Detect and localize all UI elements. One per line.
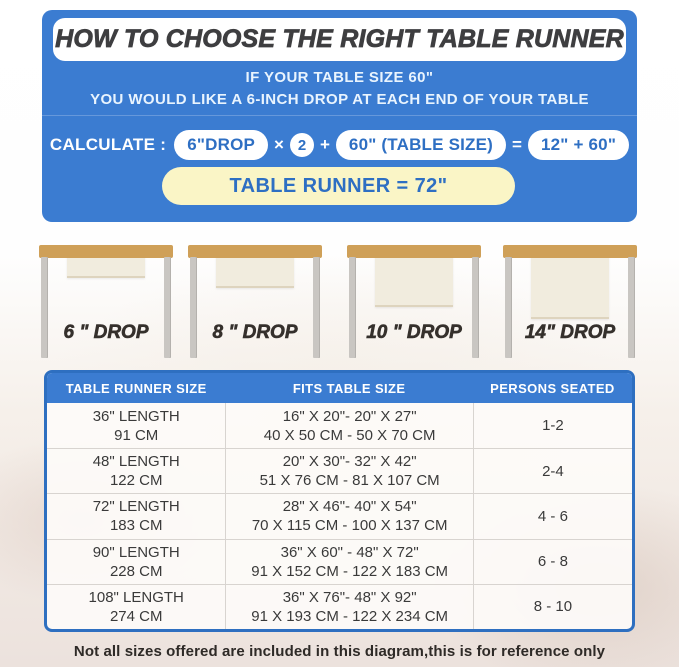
runner-size-cm: 183 CM bbox=[109, 517, 163, 535]
persons-seated-cell bbox=[473, 403, 632, 448]
drop-label: 8 " DROP bbox=[212, 322, 298, 343]
runner-size-cm: 122 CM bbox=[109, 472, 163, 490]
column-header-runner-size: TABLE RUNNER SIZE bbox=[65, 380, 207, 396]
persons-seated: 4 - 6 bbox=[537, 507, 568, 525]
drop-value-pill: 6"DROP bbox=[174, 130, 268, 160]
persons-seated: 6 - 8 bbox=[537, 553, 568, 571]
column-header-fits-table: FITS TABLE SIZE bbox=[292, 380, 406, 396]
fits-table-cell bbox=[225, 403, 472, 448]
drop-diagram-10 bbox=[347, 238, 481, 362]
persons-seated-cell bbox=[473, 540, 632, 584]
result-pill: TABLE RUNNER = 72" bbox=[162, 167, 515, 205]
fits-table-cell bbox=[225, 449, 472, 493]
runner-size-cell bbox=[47, 540, 225, 584]
runner-size-inches: 72" LENGTH bbox=[92, 498, 180, 516]
tabletop-graphic bbox=[347, 245, 481, 258]
fits-table-cm: 70 X 115 CM - 100 X 137 CM bbox=[251, 517, 448, 535]
fits-table-cm: 51 X 76 CM - 81 X 107 CM bbox=[259, 472, 440, 490]
subtitle-line-1: IF YOUR TABLE SIZE 60" bbox=[245, 69, 434, 86]
fits-table-cell bbox=[225, 585, 472, 629]
runner-size-cell bbox=[47, 449, 225, 493]
table-row bbox=[47, 539, 632, 584]
size-table-header bbox=[47, 373, 632, 403]
drop-diagram-14 bbox=[503, 238, 637, 362]
persons-seated: 2-4 bbox=[542, 462, 564, 480]
drop-diagram-6 bbox=[39, 238, 173, 362]
persons-seated-cell bbox=[473, 494, 632, 538]
persons-seated-cell bbox=[473, 449, 632, 493]
runner-size-inches: 90" LENGTH bbox=[92, 543, 180, 561]
fits-table-inches: 16" X 20"- 20" X 27" bbox=[282, 407, 417, 425]
fits-table-cm: 40 X 50 CM - 50 X 70 CM bbox=[263, 426, 436, 444]
fits-table-inches: 20" X 30"- 32" X 42" bbox=[282, 453, 417, 471]
fits-table-cell bbox=[225, 494, 472, 538]
tabletop-graphic bbox=[188, 245, 322, 258]
fits-table-cm: 91 X 193 CM - 122 X 234 CM bbox=[251, 607, 449, 625]
drop-label: 14" DROP bbox=[524, 322, 616, 343]
drop-label: 6 " DROP bbox=[63, 322, 149, 343]
column-header-persons: PERSONS SEATED bbox=[490, 380, 615, 396]
fits-table-cell bbox=[225, 540, 472, 584]
runner-size-cell bbox=[47, 494, 225, 538]
runner-size-cell bbox=[47, 585, 225, 629]
table-row bbox=[47, 403, 632, 448]
multiplier-circle: 2 bbox=[290, 133, 314, 157]
runner-size-cm: 274 CM bbox=[109, 607, 163, 625]
page-title: HOW TO CHOOSE THE RIGHT TABLE RUNNER bbox=[55, 25, 624, 53]
drop-label: 10 " DROP bbox=[366, 322, 462, 343]
runner-size-inches: 108" LENGTH bbox=[88, 588, 184, 606]
drop-diagram-8 bbox=[188, 238, 322, 362]
table-size-pill: 60" (TABLE SIZE) bbox=[336, 130, 506, 160]
subtitle-line-2: YOU WOULD LIKE A 6-INCH DROP AT EACH END OF YOUR TABLE bbox=[90, 91, 589, 108]
times-sign: × bbox=[274, 135, 284, 154]
persons-seated-cell bbox=[473, 585, 632, 629]
persons-seated: 8 - 10 bbox=[533, 598, 573, 616]
table-row bbox=[47, 448, 632, 493]
size-table bbox=[44, 370, 635, 632]
tabletop-graphic bbox=[39, 245, 173, 258]
runner-size-cm: 91 CM bbox=[114, 426, 159, 444]
sum-pill: 12" + 60" bbox=[528, 130, 629, 160]
title-box bbox=[53, 18, 626, 61]
plus-sign: + bbox=[319, 135, 330, 154]
runner-size-inches: 48" LENGTH bbox=[92, 453, 180, 471]
fits-table-cm: 91 X 152 CM - 122 X 183 CM bbox=[251, 562, 449, 580]
runner-size-cell bbox=[47, 403, 225, 448]
disclaimer-note: Not all sizes offered are included in this diagram,this is for reference only bbox=[73, 643, 606, 660]
divider bbox=[42, 115, 637, 116]
header-panel bbox=[42, 10, 637, 222]
fits-table-inches: 36" X 60" - 48" X 72" bbox=[280, 543, 419, 561]
runner-size-inches: 36" LENGTH bbox=[92, 407, 180, 425]
equals-sign: = bbox=[512, 135, 522, 154]
table-row bbox=[47, 584, 632, 629]
calculate-label: CALCULATE : bbox=[49, 135, 167, 154]
table-row bbox=[47, 493, 632, 538]
fits-table-inches: 28" X 46"- 40" X 54" bbox=[282, 498, 417, 516]
runner-size-cm: 228 CM bbox=[109, 562, 163, 580]
fits-table-inches: 36" X 76"- 48" X 92" bbox=[282, 588, 417, 606]
tabletop-graphic bbox=[503, 245, 637, 258]
calculation-formula bbox=[42, 128, 637, 162]
persons-seated: 1-2 bbox=[542, 417, 564, 435]
